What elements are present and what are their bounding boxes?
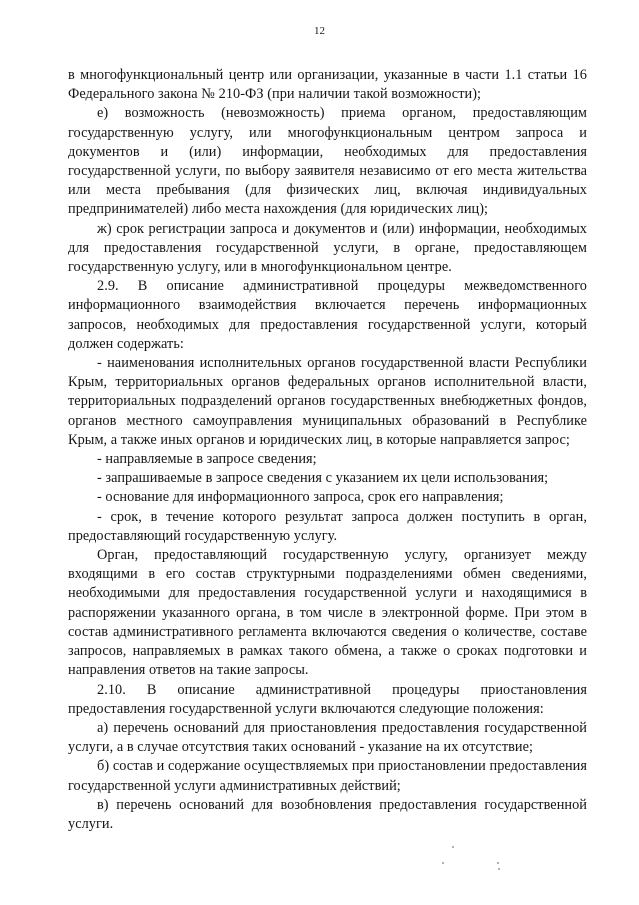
paragraph-continuation-mfc: в многофункциональный центр или организации, указанные в части 1.1 статьи 16 Федерального закона № 210-ФЗ (при наличии такой возможности); — [68, 67, 587, 103]
list-item-requested-info: - запрашиваемые в запросе сведения с указанием их цели использования; — [97, 470, 549, 487]
page-number: 12 — [314, 25, 325, 37]
paragraph-internal-exchange: Орган, предоставляющий государственную услугу, организует между входящими в его состав структурными подразделениями обмен сведениями, необходимыми для предоставления государственной услуги и находящимися в распоряжении указанного органа, в том числе в электронной форме. При этом в состав административного регламента включаются сведения о количестве, составе запросов, направляемых в рамках такого обмена, а также о сроках подготовки и направления ответов на такие запросы. — [68, 547, 587, 679]
paragraph-section-2-10: 2.10. В описание административной процедуры приостановления предоставления государственной услуги включаются следующие положения: — [68, 681, 587, 717]
document-body — [68, 66, 587, 834]
paragraph-section-2-9: 2.9. В описание административной процедуры межведомственного информационного взаимодействия включается перечень информационных запросов, необходимых для предоставления государственной услуги, который должен содержать: — [68, 278, 587, 352]
paragraph-item-a: а) перечень оснований для приостановления предоставления государственной услуги, а в случае отсутствия таких оснований - указание на их отсутствие; — [68, 719, 587, 756]
paragraph-item-zh: ж) срок регистрации запроса и документов и (или) информации, необходимых для предоставления государственной услуги, в органе, предоставляющем государственную услугу, или в многофункциональном центре. — [68, 220, 587, 276]
paragraph-item-b: б) состав и содержание осуществляемых при приостановлении предоставления государственной услуги административных действий; — [68, 758, 587, 794]
paragraph-item-e: е) возможность (невозможность) приема органом, предоставляющим государственную услугу, или многофункциональным центром запроса и документов и (или) информации, необходимых для предоставления государственной услуги, по выбору заявителя независимо от его места жительства или места пребывания (для физических лиц, включая индивидуальных предпринимателей) либо места нахождения (для юридических лиц); — [68, 105, 587, 218]
paragraph-item-v: в) перечень оснований для возобновления предоставления государственной услуги. — [68, 796, 587, 832]
list-item-organ-names: - наименования исполнительных органов государственной власти Республики Крым, территориальных органов федеральных органов исполнительной власти, территориальных подразделений органов государственных внебюджетных фондов, органов местного самоуправления муниципальных образований в Республике Крым, а также иных органов и юридических лиц, в которые направляется запрос; — [68, 355, 587, 448]
list-item-response-term: - срок, в течение которого результат запроса должен поступить в орган, предоставляющий государственную услугу. — [68, 508, 587, 544]
list-item-sent-info: - направляемые в запросе сведения; — [97, 451, 317, 468]
list-item-request-basis: - основание для информационного запроса, срок его направления; — [97, 489, 504, 506]
